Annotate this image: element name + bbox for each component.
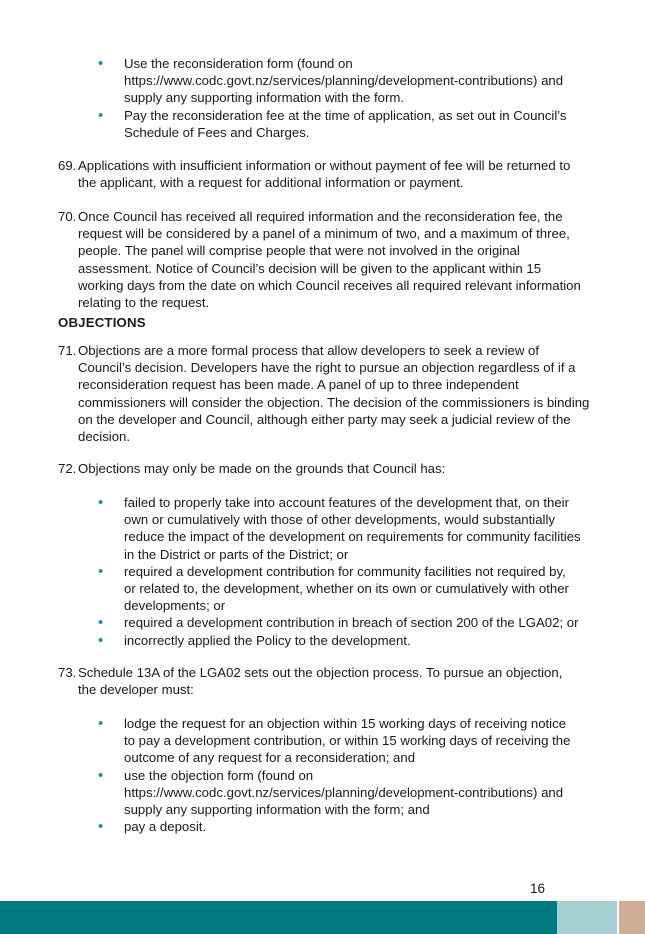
page-number: 16 [530, 881, 546, 896]
footer-teal-bar [0, 901, 557, 934]
reconsideration-steps-list [98, 55, 593, 141]
paragraph-73 [58, 664, 593, 698]
paragraph-number: 71. [58, 343, 77, 358]
list-item-text: failed to properly take into account features of the development that, on their own or cumulatively with those of other developments, would substantially reduce the impact of the development on requirements for community facilities in the District or parts of the District; or [124, 495, 581, 562]
paragraph-69 [58, 157, 593, 191]
list-item [98, 563, 593, 615]
list-item [98, 715, 593, 767]
paragraph-text: Objections are a more formal process that allow developers to seek a review of Council’s decision. Developers have the right to pursue an objection regardless of if a reconsideration request has been made. A panel of up to three independent commissioners will consider the objection. The decision of the commissioners is binding on the developer and Council, although either party may seek a judicial review of the decision. [78, 343, 590, 445]
list-item-text: incorrectly applied the Policy to the development. [124, 632, 411, 648]
objection-process-list [98, 715, 593, 835]
bullet-icon: • [98, 766, 104, 784]
bullet-icon: • [98, 55, 104, 72]
paragraph-number: 69. [58, 158, 77, 173]
bullet-icon: • [98, 562, 104, 580]
list-item [98, 494, 593, 563]
list-item [98, 818, 593, 835]
paragraph-text: Once Council has received all required information and the reconsideration fee, the request will be considered by a panel of a minimum of two, and a maximum of three, people. The panel will comprise people that were not involved in the original assessment. Notice of Council’s decision will be given to the applicant within 15 working days from the date on which Council receives all required relevant information relating to the request. [78, 209, 581, 311]
list-item [98, 614, 593, 631]
list-item [98, 767, 593, 819]
paragraph-text: Applications with insufficient information or without payment of fee will be returned to the applicant, with a request for additional information or payment. [78, 158, 571, 191]
footer-light-block [557, 901, 617, 934]
list-item-text: Pay the reconsideration fee at the time of application, as set out in Council’s Schedule of Fees and Charges. [124, 107, 567, 140]
section-heading-objections: OBJECTIONS [58, 315, 146, 330]
list-item-text: required a development contribution for community facilities not required by, or related to, the development, whether on its own or cumulatively with other developments; or [124, 563, 569, 614]
paragraph-70 [58, 208, 593, 311]
list-item [98, 55, 593, 107]
footer-tan-block [619, 901, 645, 934]
paragraph-number: 73. [58, 665, 77, 680]
paragraph-number: 72. [58, 461, 77, 476]
list-item [98, 632, 593, 649]
bullet-icon: • [98, 715, 104, 732]
bullet-icon: • [98, 818, 104, 836]
list-item-text: lodge the request for an objection within 15 working days of receiving notice to pay a development contribution, or within 15 working days of receiving the outcome of any request for a reconsideration; and [124, 716, 571, 766]
bullet-icon: • [98, 614, 104, 632]
objection-grounds-list [98, 494, 593, 649]
bullet-icon: • [98, 631, 104, 649]
list-item-text: required a development contribution in breach of section 200 of the LGA02; or [124, 615, 579, 631]
list-item [98, 107, 593, 141]
paragraph-72 [58, 460, 593, 477]
footer-band [0, 901, 645, 934]
paragraph-text: Objections may only be made on the grounds that Council has: [78, 461, 446, 476]
list-item-text: Use the reconsideration form (found on https://www.codc.govt.nz/services/planning/development-contributions) and supply any supporting information with the form. [124, 56, 564, 106]
paragraph-71 [58, 342, 593, 445]
paragraph-text: Schedule 13A of the LGA02 sets out the objection process. To pursue an objection, the developer must: [78, 665, 563, 698]
list-item-text: pay a deposit. [124, 819, 207, 835]
bullet-icon: • [98, 494, 104, 511]
paragraph-number: 70. [58, 209, 77, 224]
list-item-text: use the objection form (found on https://www.codc.govt.nz/services/planning/development-contributions) and supply any supporting information with the form; and [124, 767, 564, 818]
bullet-icon: • [98, 106, 104, 124]
